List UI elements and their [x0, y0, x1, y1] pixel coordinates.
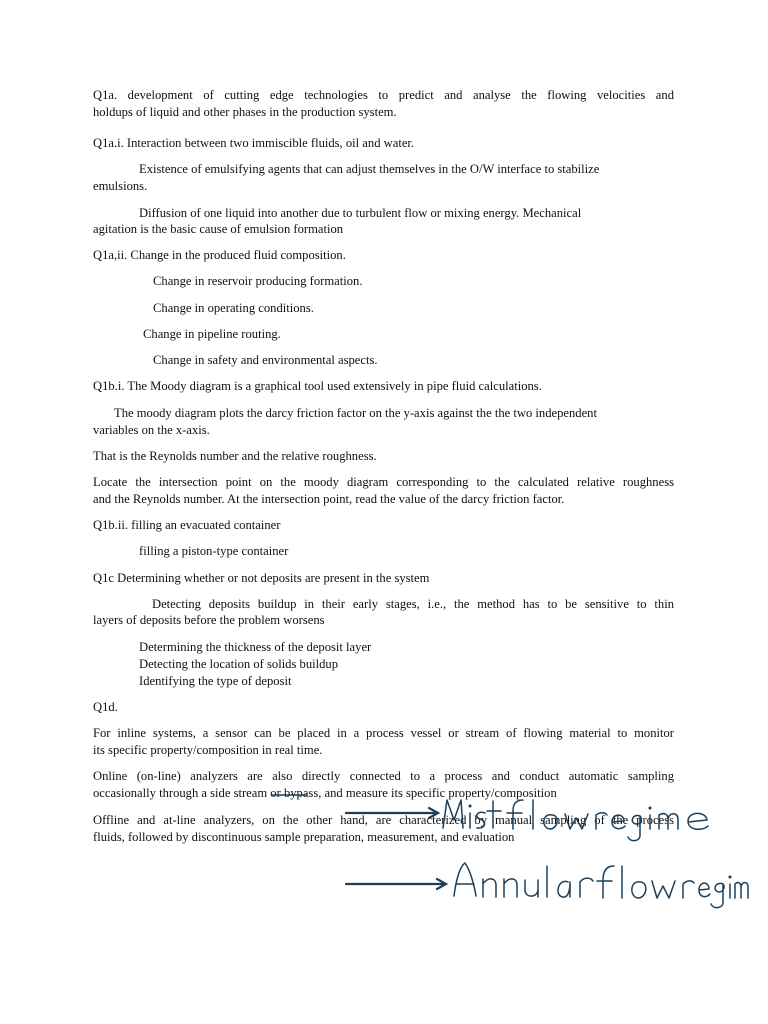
- q1a-line-1: Q1a. development of cutting edge technologies to predict and analyse the flowing velocities and: [93, 88, 674, 102]
- arrow-icon: [346, 879, 446, 889]
- q1c-item: Determining the thickness of the deposit layer: [139, 640, 372, 654]
- arrow-icon: [346, 808, 438, 818]
- q1bi-para-3-line-2: and the Reynolds number. At the intersection point, read the value of the darcy friction factor.: [93, 492, 565, 506]
- q1d-para-3-line-1: Offline and at-line analyzers, on the other hand, are characterized by manual sampling of the process: [93, 813, 674, 827]
- q1d-para-2-line-1: Online (on-line) analyzers are also directly connected to a process and conduct automatic sampling: [93, 769, 674, 783]
- q1ai-point-2-line-1: Diffusion of one liquid into another due to turbulent flow or mixing energy. Mechanical: [139, 206, 582, 220]
- q1d-para-1-line-2: its specific property/composition in real time.: [93, 743, 323, 757]
- q1bi-para-1-line-1: The moody diagram plots the darcy friction factor on the y-axis against the the two independent: [114, 406, 597, 420]
- q1bii-heading: Q1b.ii. filling an evacuated container: [93, 518, 281, 532]
- q1bii-item-2: filling a piston-type container: [139, 544, 289, 558]
- q1bi-heading: Q1b.i. The Moody diagram is a graphical tool used extensively in pipe fluid calculations.: [93, 379, 542, 393]
- q1bi-para-2: That is the Reynolds number and the relative roughness.: [93, 449, 377, 463]
- q1d-para-1-line-1: For inline systems, a sensor can be placed in a process vessel or stream of flowing material to monitor: [93, 726, 674, 740]
- q1c-para-line-2: layers of deposits before the problem worsens: [93, 613, 325, 627]
- handwritten-mist-flow-regime: [443, 800, 708, 841]
- q1a-line-2: holdups of liquid and other phases in the production system.: [93, 105, 397, 119]
- q1d-heading: Q1d.: [93, 700, 118, 714]
- q1c-item: Identifying the type of deposit: [139, 674, 292, 688]
- q1c-item: Detecting the location of solids buildup: [139, 657, 339, 671]
- q1ai-point-1-line-1: Existence of emulsifying agents that can adjust themselves in the O/W interface to stabilize: [139, 162, 600, 176]
- q1d-para-3-line-2: fluids, followed by discontinuous sample preparation, measurement, and evaluation: [93, 830, 515, 844]
- q1bi-para-1-line-2: variables on the x-axis.: [93, 423, 210, 437]
- q1c-para-line-1: Detecting deposits buildup in their early stages, i.e., the method has to be sensitive to thin: [152, 597, 674, 611]
- q1d-para-2-line-2: occasionally through a side stream or bypass, and measure its specific property/composition: [93, 786, 557, 800]
- q1ai-point-2-line-2: agitation is the basic cause of emulsion formation: [93, 222, 344, 236]
- q1ai-point-1-line-2: emulsions.: [93, 179, 148, 193]
- q1aii-item: Change in pipeline routing.: [143, 327, 281, 341]
- handwritten-annular-flow-regime: [454, 863, 748, 908]
- q1aii-heading: Q1a,ii. Change in the produced fluid composition.: [93, 248, 346, 262]
- q1ai-heading: Q1a.i. Interaction between two immiscible fluids, oil and water.: [93, 136, 415, 150]
- q1c-heading: Q1c Determining whether or not deposits are present in the system: [93, 571, 430, 585]
- q1aii-item: Change in reservoir producing formation.: [153, 274, 363, 288]
- q1bi-para-3-line-1: Locate the intersection point on the moody diagram corresponding to the calculated relative roughness: [93, 475, 674, 489]
- q1aii-item: Change in safety and environmental aspects.: [153, 353, 378, 367]
- q1aii-item: Change in operating conditions.: [153, 301, 314, 315]
